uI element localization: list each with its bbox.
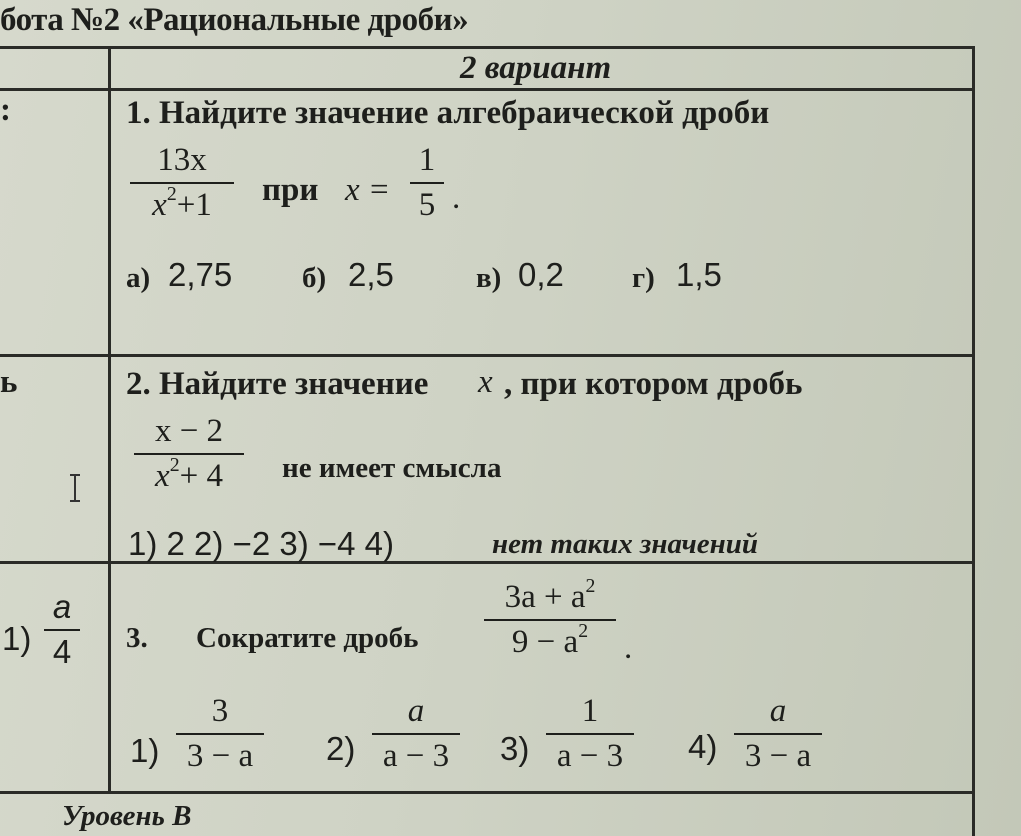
fraction-bar	[546, 733, 634, 735]
task1-frac-num: 13x	[157, 142, 207, 178]
task2-answer-1-value: 2	[166, 525, 185, 562]
task1-value-num: 1	[418, 142, 436, 178]
task2-answer-4-value: нет таких значений	[492, 528, 759, 560]
task3-answer-2-fraction	[372, 694, 460, 773]
task1-answer-d-value: 1,5	[676, 256, 722, 293]
task2-fraction	[134, 414, 244, 493]
task1-condition-word: при	[262, 172, 319, 208]
task1-prompt: 1. Найдите значение алгебраической дроби	[126, 95, 770, 131]
task3-answer-2-den: a − 3	[382, 737, 450, 774]
left-row3-fraction	[44, 590, 80, 669]
task3-answer-4-num: a	[769, 693, 787, 729]
task2-answer-3-label: 3)	[279, 525, 309, 562]
fraction-bar	[176, 733, 264, 735]
task1-answer-a-label: а)	[126, 262, 151, 294]
task3-answer-3-label: 3)	[500, 730, 530, 767]
task2-answer-4-label: 4)	[364, 525, 395, 562]
table-line-right	[972, 46, 975, 836]
fraction-bar	[44, 629, 80, 631]
task3-answer-1-den: 3 − a	[186, 737, 254, 774]
task2-prompt-var: x	[478, 364, 493, 400]
task2-answers-line	[128, 525, 394, 563]
task3-answer-4-den: 3 − a	[744, 737, 812, 774]
task1-answer-c-label: в)	[476, 262, 502, 294]
task1-condition-lhs: x =	[345, 172, 391, 208]
page-title: бота №2 «Рациональные дроби»	[0, 2, 469, 38]
table-line-row1	[0, 354, 975, 357]
task1-answer-c-value: 0,2	[518, 256, 564, 293]
task3-answer-1-label: 1)	[130, 732, 160, 769]
task1-frac-den: $x^2+1$	[152, 182, 212, 223]
task3-answer-3-fraction	[546, 694, 634, 773]
task3-frac-den: $9 - a^2$	[511, 619, 589, 660]
fraction-bar	[134, 453, 244, 455]
task3-prompt: Сократите дробь	[196, 622, 419, 654]
table-line-header	[0, 88, 975, 91]
task2-frac-den: $x^2+ 4$	[155, 453, 223, 494]
table-line-top	[0, 46, 975, 49]
task2-answer-3-value: −4	[317, 525, 356, 562]
task1-value-den: 5	[418, 186, 436, 223]
task3-answer-2-label: 2)	[326, 730, 356, 767]
task1-dot: .	[452, 180, 461, 216]
task1-answer-d-label: г)	[632, 262, 655, 294]
task2-answer-2-value: −2	[232, 525, 271, 562]
text-cursor-icon	[68, 474, 82, 502]
task1-value-fraction	[410, 143, 444, 222]
task2-prompt-start: 2. Найдите значение	[126, 366, 429, 402]
task1-answer-a-value: 2,75	[168, 256, 233, 293]
task3-frac-num: $3a + a^2$	[504, 575, 596, 615]
task2-prompt-end: , при котором дробь	[504, 366, 803, 402]
task1-fraction	[130, 143, 234, 222]
left-row3-prefix: 1)	[2, 620, 32, 657]
fraction-bar	[734, 733, 822, 735]
task3-answer-3-den: a − 3	[556, 737, 624, 774]
table-line-row3	[0, 791, 975, 794]
task3-number: 3.	[126, 622, 148, 654]
table-line-col-divider	[108, 46, 111, 792]
fraction-bar	[372, 733, 460, 735]
fraction-bar	[410, 182, 444, 184]
task3-dot: .	[624, 630, 633, 666]
task3-answer-3-num: 1	[581, 693, 599, 729]
task2-condition: не имеет смысла	[282, 452, 502, 484]
task3-answer-4-fraction	[734, 694, 822, 773]
task3-fraction	[484, 575, 616, 660]
left-row3-frac-num: a	[52, 588, 72, 625]
task3-answer-1-fraction	[176, 694, 264, 773]
left-row3-frac-den: 4	[52, 632, 72, 670]
variant-header: 2 вариант	[460, 50, 612, 86]
task3-answer-4-label: 4)	[688, 728, 718, 765]
fraction-bar	[484, 619, 616, 621]
task3-answer-1-num: 3	[211, 693, 229, 729]
task1-answer-b-label: б)	[302, 262, 327, 294]
task3-answer-2-num: a	[407, 693, 425, 729]
task2-frac-num: x − 2	[154, 413, 224, 449]
left-row2-fragment: ь	[0, 364, 18, 400]
fraction-bar	[130, 182, 234, 184]
task2-answer-2-label: 2)	[194, 525, 224, 562]
task1-answer-b-value: 2,5	[348, 256, 394, 293]
level-label: Уровень В	[62, 800, 192, 832]
left-row1-fragment: :	[0, 92, 11, 128]
task2-answer-1-label: 1)	[128, 525, 158, 562]
